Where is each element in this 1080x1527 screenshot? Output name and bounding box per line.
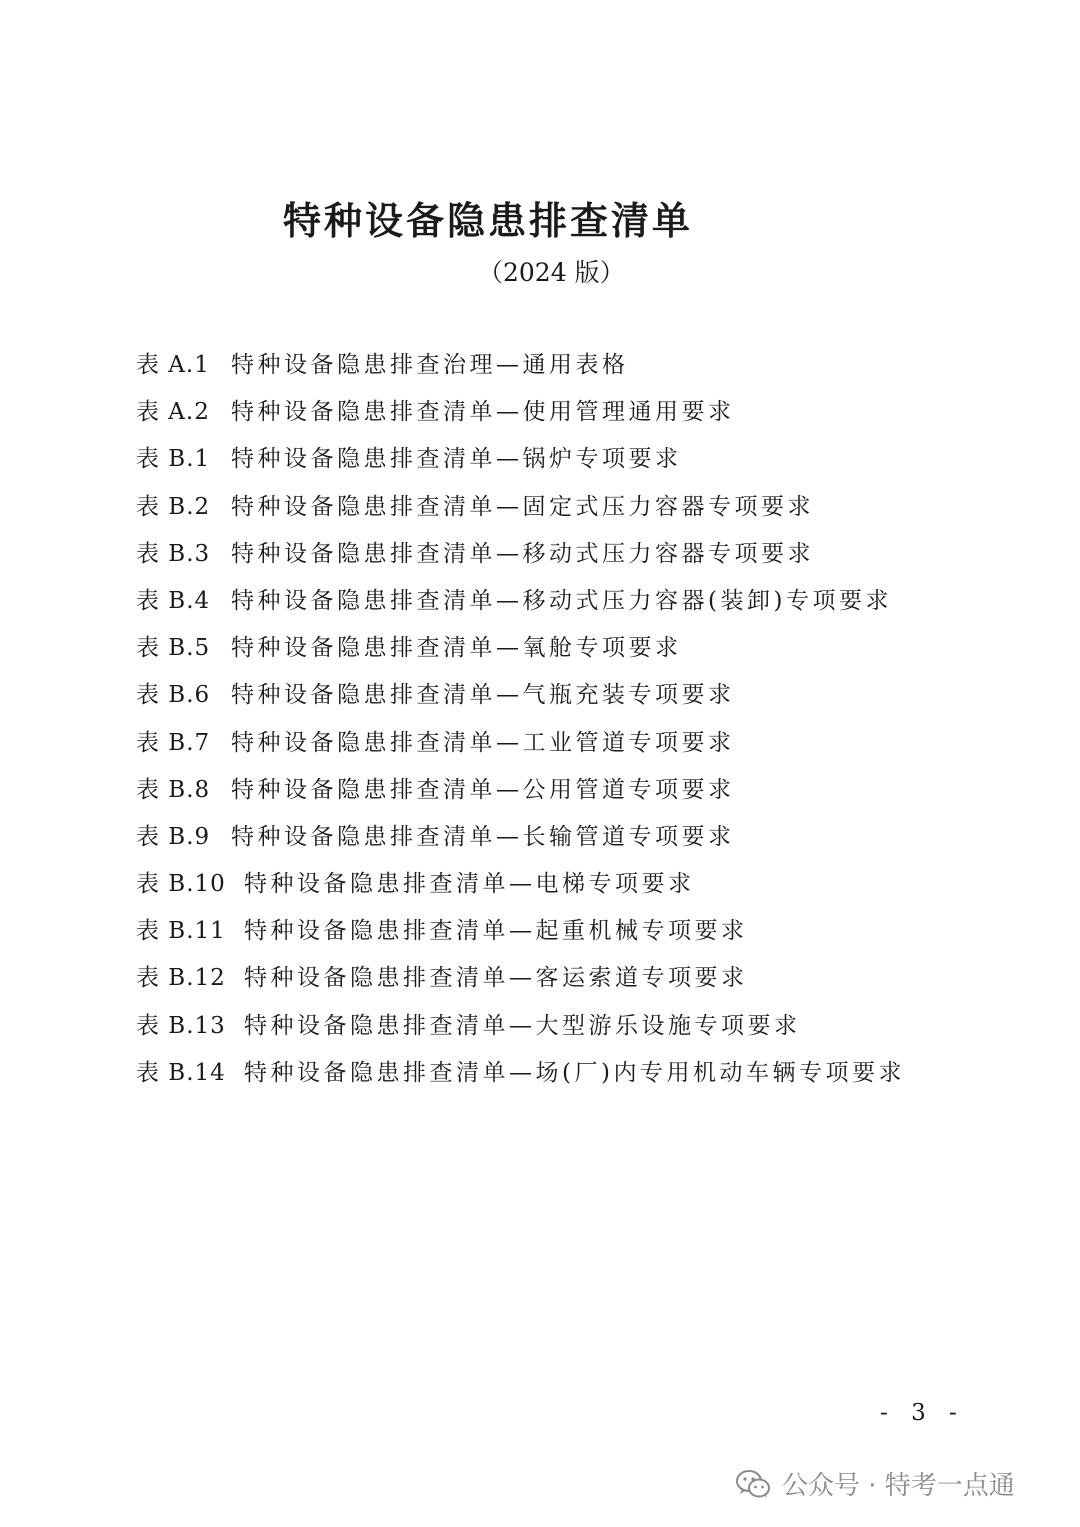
toc-item — [136, 726, 905, 773]
toc-item-text: 特种设备隐患排查清单—气瓶充装专项要求 — [231, 682, 735, 709]
toc-item-text: 特种设备隐患排查清单—场(厂)内专用机动车辆专项要求 — [244, 1059, 905, 1086]
table-of-contents — [136, 348, 905, 1103]
toc-item — [136, 584, 905, 631]
toc-item — [136, 442, 905, 489]
toc-item — [136, 537, 905, 584]
page-title: 特种设备隐患排查清单 — [283, 199, 694, 243]
toc-item-text: 特种设备隐患排查清单—移动式压力容器(装卸)专项要求 — [231, 587, 892, 614]
toc-item — [136, 348, 905, 395]
toc-item-code: 表 B.12 — [136, 965, 226, 992]
toc-item — [136, 395, 905, 442]
toc-item-text: 特种设备隐患排查清单—客运索道专项要求 — [244, 965, 748, 992]
toc-item-code: 表 B.9 — [136, 823, 211, 850]
toc-item-text: 特种设备隐患排查清单—起重机械专项要求 — [244, 918, 748, 945]
toc-item-code: 表 B.13 — [136, 1012, 226, 1039]
toc-item-text: 特种设备隐患排查清单—工业管道专项要求 — [231, 729, 735, 756]
toc-item — [136, 631, 905, 678]
toc-item-code: 表 B.1 — [136, 446, 211, 473]
toc-item-text: 特种设备隐患排查清单—使用管理通用要求 — [231, 399, 735, 426]
toc-item-code: 表 B.7 — [136, 729, 211, 756]
toc-item-text: 特种设备隐患排查清单—长输管道专项要求 — [231, 823, 735, 850]
page-number: - 3 - — [880, 1400, 965, 1426]
toc-item-text: 特种设备隐患排查清单—固定式压力容器专项要求 — [231, 493, 814, 520]
wechat-icon — [736, 1469, 770, 1499]
toc-item-code: 表 B.5 — [136, 635, 211, 662]
toc-item-code: 表 B.6 — [136, 682, 211, 709]
toc-item-text: 特种设备隐患排查清单—公用管道专项要求 — [231, 776, 735, 803]
toc-item-text: 特种设备隐患排查清单—锅炉专项要求 — [231, 446, 682, 473]
toc-item — [136, 961, 905, 1008]
toc-item-text: 特种设备隐患排查清单—电梯专项要求 — [244, 871, 695, 898]
toc-item — [136, 490, 905, 537]
watermark — [736, 1465, 1015, 1502]
toc-item-text: 特种设备隐患排查治理—通用表格 — [231, 352, 629, 378]
toc-item-code: 表 B.4 — [136, 587, 211, 614]
toc-item-code: 表 A.1 — [136, 352, 210, 378]
toc-item — [136, 867, 905, 914]
toc-item-code: 表 B.10 — [136, 871, 226, 898]
toc-item-code: 表 B.11 — [136, 918, 226, 945]
toc-item-code: 表 B.2 — [136, 493, 211, 520]
toc-item — [136, 773, 905, 820]
toc-item-text: 特种设备隐患排查清单—移动式压力容器专项要求 — [231, 540, 814, 567]
toc-item — [136, 914, 905, 961]
toc-item — [136, 678, 905, 725]
toc-item-code: 表 B.3 — [136, 540, 211, 567]
toc-item-code: 表 B.8 — [136, 776, 211, 803]
toc-item — [136, 1009, 905, 1056]
toc-item — [136, 820, 905, 867]
toc-item-text: 特种设备隐患排查清单—大型游乐设施专项要求 — [244, 1012, 801, 1039]
watermark-text: 公众号 · 特考一点通 — [782, 1471, 1015, 1501]
toc-item-code: 表 B.14 — [136, 1059, 226, 1086]
toc-item — [136, 1056, 905, 1103]
toc-item-text: 特种设备隐患排查清单—氧舱专项要求 — [231, 635, 682, 662]
page-subtitle: （2024 版） — [478, 258, 625, 287]
toc-item-code: 表 A.2 — [136, 399, 210, 426]
